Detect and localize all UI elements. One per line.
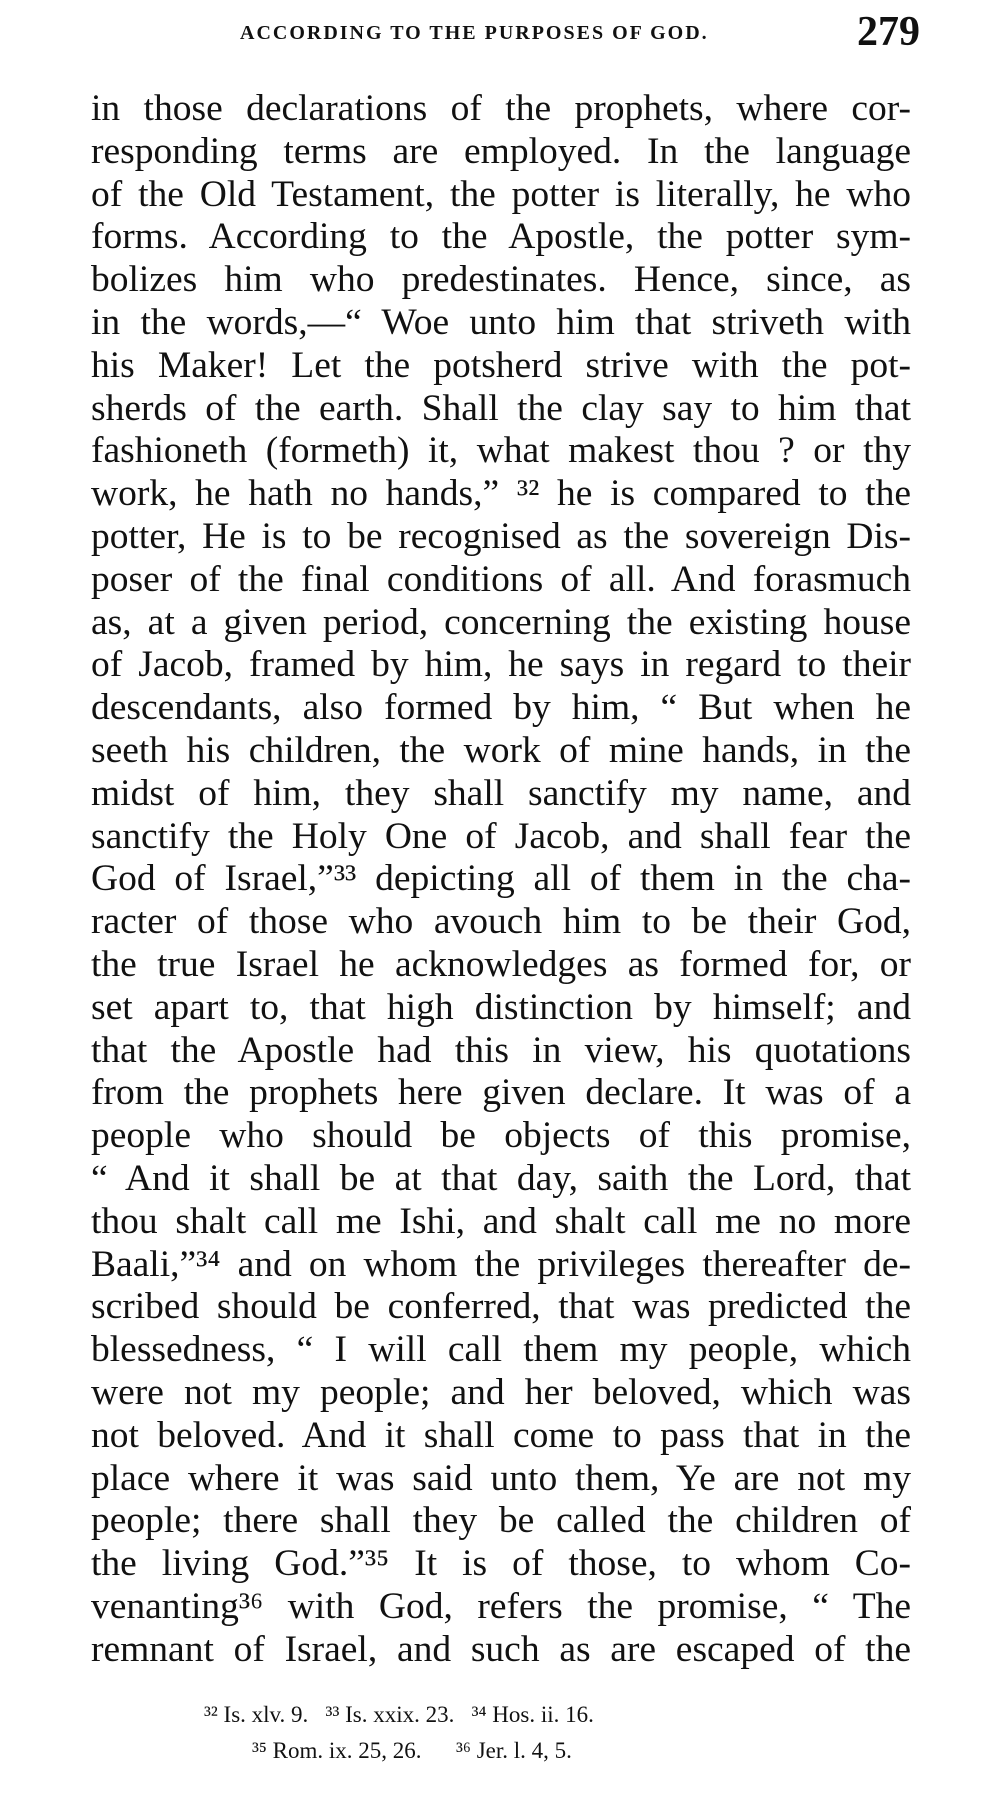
text-line: sanctify the Holy One of Jacob, and shall fear the <box>91 815 911 857</box>
text-line: his Maker! Let the potsherd strive with the pot- <box>91 344 911 386</box>
text-line: in those declarations of the prophets, where cor- <box>91 88 911 129</box>
footnote-line: ³⁵ Rom. ix. 25, 26. ³⁶ Jer. l. 4, 5. <box>252 1738 572 1763</box>
text-line: people who should be objects of this promise, <box>91 1115 911 1157</box>
footnotes <box>0 1697 1000 1769</box>
text-line: set apart to, that high distinction by himself; and <box>91 986 911 1028</box>
text-line: poser of the final conditions of all. And forasmuch <box>91 558 911 600</box>
text-line: descendants, also formed by him, “ But when he <box>91 687 911 729</box>
text-line: remnant of Israel, and such as are escaped of the <box>91 1628 911 1670</box>
text-line: thou shalt call me Ishi, and shalt call me no more <box>91 1200 911 1242</box>
page-number: 279 <box>857 9 920 55</box>
text-line: Baali,”³⁴ and on whom the privileges thereafter de- <box>91 1243 911 1285</box>
text-line: were not my people; and her beloved, which was <box>91 1371 911 1413</box>
text-line: scribed should be conferred, that was predicted the <box>91 1286 911 1328</box>
text-line: place where it was said unto them, Ye are not my <box>91 1457 911 1499</box>
text-line: midst of him, they shall sanctify my name, and <box>91 772 911 814</box>
text-line: blessedness, “ I will call them my people, which <box>91 1329 911 1371</box>
text-line: “ And it shall be at that day, saith the Lord, that <box>91 1157 911 1199</box>
text-line: bolizes him who predestinates. Hence, since, as <box>91 259 911 301</box>
text-line: people; there shall they be called the children of <box>91 1500 911 1542</box>
text-line: from the prophets here given declare. It was of a <box>91 1072 911 1114</box>
text-line: in the words,—“ Woe unto him that striveth with <box>91 301 911 343</box>
text-line: potter, He is to be recognised as the sovereign Dis- <box>91 515 911 557</box>
text-line: forms. According to the Apostle, the potter sym- <box>91 216 911 258</box>
text-line: not beloved. And it shall come to pass that in the <box>91 1414 911 1456</box>
text-line: the living God.”³⁵ It is of those, to whom Co- <box>91 1543 911 1585</box>
text-line: fashioneth (formeth) it, what makest thou ? or thy <box>91 430 911 472</box>
text-line: racter of those who avouch him to be their God, <box>91 901 911 943</box>
text-line: of Jacob, framed by him, he says in regard to their <box>91 644 911 686</box>
text-line: venanting³⁶ with God, refers the promise, “ The <box>91 1585 911 1627</box>
text-line: sherds of the earth. Shall the clay say to him that <box>91 387 911 429</box>
text-line: the true Israel he acknowledges as formed for, or <box>91 943 911 985</box>
text-line: work, he hath no hands,” ³² he is compared to the <box>91 473 911 515</box>
footnote-line: ³² Is. xlv. 9. ³³ Is. xxix. 23. ³⁴ Hos. ii. 16. <box>204 1702 594 1727</box>
text-line: that the Apostle had this in view, his quotations <box>91 1029 911 1071</box>
text-line: seeth his children, the work of mine hands, in the <box>91 729 911 771</box>
text-line: as, at a given period, concerning the existing house <box>91 601 911 643</box>
text-line: responding terms are employed. In the language <box>91 130 911 172</box>
body-text <box>91 88 911 1671</box>
text-line: God of Israel,”³³ depicting all of them in the cha- <box>91 858 911 900</box>
text-line: of the Old Testament, the potter is literally, he who <box>91 173 911 215</box>
running-title: ACCORDING TO THE PURPOSES OF GOD. <box>240 22 709 44</box>
